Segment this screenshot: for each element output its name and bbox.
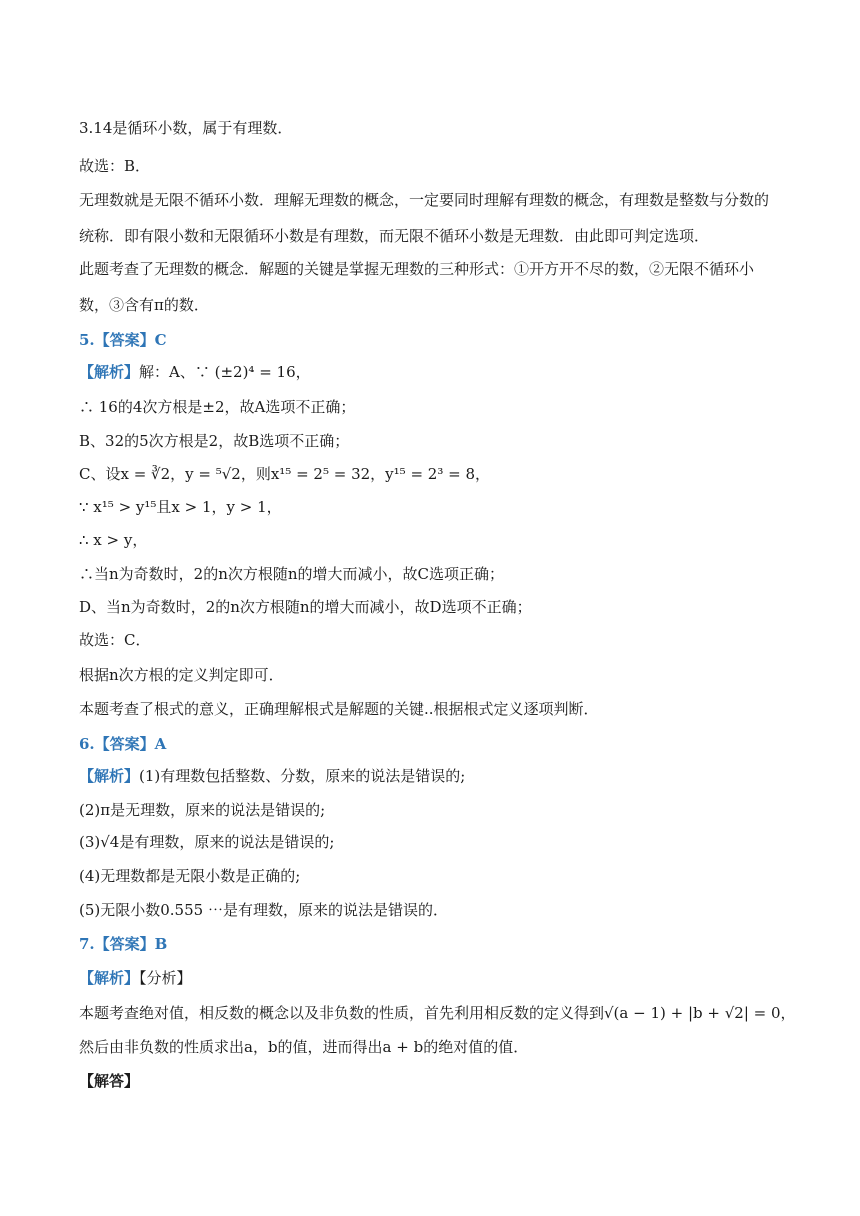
analysis-text: 【分析】 [139, 969, 192, 987]
text-line: ∴当n为奇数时，2的n次方根随n的增大而减小，故C选项正确； [79, 565, 505, 583]
analysis-text: 解：A、∵ (±2)⁴ = 16， [139, 363, 311, 381]
repeating-decimal-text: 3.14是循环小数，属于有理数． [79, 119, 293, 137]
solution-heading: 【解答】 [79, 1072, 140, 1090]
text-line [79, 118, 800, 138]
text-line: D、当n为奇数时，2的n次方根随n的增大而减小，故D选项不正确； [79, 598, 532, 616]
text-line: 本题考查了根式的意义，正确理解根式是解题的关键..根据根式定义逐项判断． [79, 700, 599, 718]
text-line: ∵ x¹⁵ > y¹⁵且x > 1，y > 1， [79, 498, 282, 516]
text-line: (2)π是无理数，原来的说法是错误的; [79, 801, 326, 819]
text-line: ∴ x > y， [79, 531, 148, 549]
answer-heading-6: 6.【答案】A [79, 735, 167, 753]
text-line: 无理数就是无限不循环小数．理解无理数的概念，一定要同时理解有理数的概念，有理数是整数与分数的 [79, 191, 770, 209]
text-line: (3)√4是有理数，原来的说法是错误的; [79, 833, 335, 851]
analysis-tag: 【解析】 [79, 767, 140, 785]
text-line: 本题考查绝对值，相反数的概念以及非负数的性质，首先利用相反数的定义得到√(a − 1) + |b + √2| = 0， [79, 1004, 796, 1022]
analysis-tag: 【解析】 [79, 969, 140, 987]
analysis-line [79, 362, 800, 382]
text-line: (5)无限小数0.555 ⋯是有理数，原来的说法是错误的． [79, 901, 448, 919]
text-line: 根据n次方根的定义判定即可． [79, 666, 284, 684]
text-line: 数，③含有π的数． [79, 296, 209, 314]
answer-heading-7: 7.【答案】B [79, 935, 168, 953]
analysis-tag: 【解析】 [79, 363, 140, 381]
text-line: 故选：C． [79, 631, 151, 649]
analysis-text: (1)有理数包括整数、分数，原来的说法是错误的; [139, 767, 466, 785]
text-line: (4)无理数都是无限小数是正确的; [79, 867, 301, 885]
text-line: C、设x = ∛2，y = ⁵√2，则x¹⁵ = 2⁵ = 32，y¹⁵ = 2³ = 8， [79, 465, 490, 483]
text-line: ∴ 16的4次方根是±2，故A选项不正确； [79, 398, 356, 416]
text-line: 统称．即有限小数和无限循环小数是有理数，而无限不循环小数是无理数．由此即可判定选项． [79, 227, 710, 245]
text-line: B、32的5次方根是2，故B选项不正确； [79, 432, 350, 450]
analysis-line [79, 968, 800, 988]
analysis-line [79, 766, 800, 786]
text-line: 然后由非负数的性质求出a，b的值，进而得出a + b的绝对值的值． [79, 1038, 529, 1056]
text-line: 此题考查了无理数的概念．解题的关键是掌握无理数的三种形式：①开方开不尽的数，②无限不循环小 [79, 260, 755, 278]
text-line: 故选：B． [79, 157, 151, 175]
answer-heading-5: 5.【答案】C [79, 331, 167, 349]
